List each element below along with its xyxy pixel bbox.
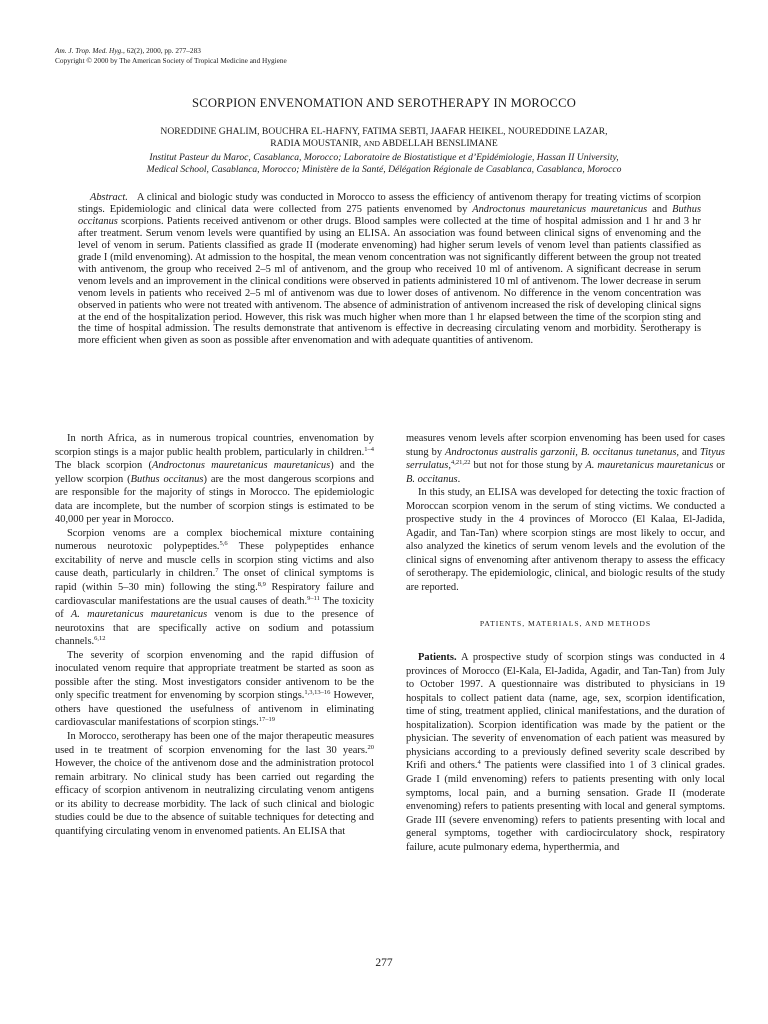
author-line-1: NOREDDINE GHALIM, BOUCHRA EL-HAFNY, FATIMA SEBTI, JAAFAR HEIKEL, NOUREDDINE LAZAR,	[160, 126, 608, 137]
author-list	[80, 126, 688, 150]
reference-superscript: 20	[367, 743, 374, 751]
reference-superscript: 4,21,22	[450, 459, 471, 467]
reference-superscript: 5,6	[219, 540, 228, 548]
paragraph: In this study, an ELISA was developed for detecting the toxic fraction of Moroccan scorpion venom in the serum of sting victims. We conducted a prospective study in the 4 provinces of Morocco (El Kalaa, El-Jadida, Agadir, and Tan-Tan) where scorpion stings are most likely to occur, and also analyzed the kinetics of serum venom levels and the evolution of the clinical signs of envenoming after antivenom therapy to assess the efficacy of serotherapy. The epidemiologic, clinical, and biologic results of the study are reported.	[406, 487, 725, 594]
affiliation-line-1: Institut Pasteur du Maroc, Casablanca, Morocco; Laboratoire de Biostatistique et d’Epidémiologie, Hassan II University,	[149, 152, 619, 163]
run-in-heading: Patients.	[418, 652, 457, 664]
reference-superscript: 6,12	[94, 635, 106, 643]
reference-superscript: 4	[477, 759, 481, 767]
reference-superscript: 8,9	[257, 581, 266, 589]
article-title: SCORPION ENVENOMATION AND SEROTHERAPY IN MOROCCO	[191, 96, 577, 110]
abstract-label: Abstract.	[90, 192, 128, 203]
reference-superscript: 1–4	[364, 445, 374, 453]
body-column-right	[406, 432, 725, 854]
reference-superscript: 1,3,13–16	[304, 689, 331, 697]
affiliations	[80, 152, 688, 176]
copyright-line: Copyright © 2000 by The American Society of Tropical Medicine and Hygiene	[55, 56, 287, 65]
reference-superscript: 9–11	[307, 594, 320, 602]
abstract: Abstract. A clinical and biologic study was conducted in Morocco to assess the efficiency of antivenom therapy for treating victims of scorpion stings. Epidemiologic and clinical data were collected from 275 patients envenomed by Androctonus mauretanicus mauretanicus and Buthus occitanus scorpions. Patients received antivenom or other drugs. Blood samples were collected at the time of hospital admission and 1 hr and 3 hr after treatment. Serum venom levels were quantified by using an ELISA. An association was found between clinical signs of envenoming and the level of venom in serum. Patients classified as grade II (moderate envenoming) had higher serum levels of venom level than patients classified as grade I (mild envenoming). At admission to the hospital, the mean venom concentration was not significantly different between the group not treated with antivenom, the group who received 2–5 ml of antivenom, and the group who received 10 ml of antivenom. A significant decrease in serum venom levels and an improvement in the clinical conditions were observed in patients administered 10 ml of antivenom. The lower decrease in serum venom levels in patients who received 2–5 ml of antivenom was due to lower doses of antivenom. No difference in the venom concentration was observed in patients who were not treated with antivenom. The absence of administration of antivenom increased the risk of developing clinical signs at the end of the hospitalization period. However, this risk was much higher when more than 1 hr elapsed between the time of the scorpion sting and the time of hospital admission. The results demonstrate that antivenom is effective in decreasing circulating venom and morbidity. Serotherapy is more efficient when given as soon as possible after envenomation and with adequate quantities of antivenom.	[78, 192, 701, 347]
paragraph: In Morocco, serotherapy has been one of the major therapeutic measures used in te treatment of scorpion envenoming for the last 30 years.$^{20}$ However, the choice of the antivenom dose and the administration protocol remain arbitrary. No clinical study has been carried out regarding the efficacy of scorpion antivenom in neutralizing circulating venom antigens or its ability to decrease morbidity. The lack of such clinical and biologic studies could be due to the absence of suitable techniques for detecting and quantifying circulating venom in envenomed patients. An ELISA that	[55, 731, 374, 837]
page-number: 277	[375, 957, 393, 969]
journal-name: Am. J. Trop. Med. Hyg.	[55, 46, 124, 55]
running-header	[55, 46, 287, 66]
reference-superscript: 7	[215, 567, 219, 575]
body-column-left	[55, 432, 374, 838]
paragraph: The severity of scorpion envenoming and the rapid diffusion of inoculated venom require that appropriate treatment be started as soon as possible after the sting. Most investigators consider antivenom to be the only specific treatment for envenoming by scorpion stings.$^{1,3,13-16}$ However, others have questioned the usefulness of antivenom in eliminating cardiovascular manifestations of scorpion stings.$^{17-19}$	[55, 649, 374, 729]
affiliation-line-2: Medical School, Casablanca, Morocco; Ministère de la Santé, Délégation Régionale de Casablanca, Casablanca, Morocco	[146, 164, 622, 176]
reference-superscript: 17–19	[258, 716, 276, 724]
paragraph: In north Africa, as in numerous tropical countries, envenomation by scorpion stings is a major public health problem, particularly in children.$^{1-4}$ The black scorpion (Androctonus mauretanicus mauretanicus) and the yellow scorpion (Buthus occitanus) are the most dangerous scorpions and are responsible for the majority of stings in Morocco. The epidemiologic data are incomplete, but the number of scorpion stings is estimated to be 40,000 per year in Morocco.	[55, 433, 374, 526]
author-line-2: RADIA MOUSTANIR, AND ABDELLAH BENSLIMANE	[270, 138, 498, 149]
citation-line	[55, 46, 287, 56]
citation-details: , 62(2), 2000, pp. 277–283	[123, 46, 201, 55]
paragraph: Scorpion venoms are a complex biochemical mixture containing numerous neurotoxic polypeptides.$^{5,6}$ These polypeptides enhance excitability of nerve and muscle cells in scorpion sting victims and also cause death, particularly in children.$^7$ The onset of clinical symptoms is rapid (within 5–30 min) following the sting.$^{8,9}$ Respiratory failure and cardiovascular manifestations are the usual causes of death.$^{9-11}$ The toxicity of A. mauretanicus mauretanicus venom is due to the presence of neurotoxins that are specifically active on sodium and potassium channels.$^{6,12}$	[55, 527, 374, 648]
section-heading: PATIENTS, MATERIALS, AND METHODS	[479, 618, 652, 628]
paragraph: measures venom levels after scorpion envenoming has been used for cases stung by Androctonus australis garzonii, B. occitanus tunetanus, and Tityus serrulatus,$^{4,21,22}$ but not for those stung by A. mauretanicus mauretanicus or B. occitanus.	[406, 433, 725, 485]
paragraph: Patients. A prospective study of scorpion stings was conducted in 4 provinces of Morocco (El-Kala, El-Jadida, Agadir, and Tan-Tan) from July to October 1997. A questionnaire was distributed to physicians in 19 hospitals to collect patient data (name, age, sex, scorpion identification, time of sting, treatment applied, clinical manifestations, and the duration of hospitalization). Scorpion identification was made by the patient or the physician. The severity of envenomation of each patient was measured by physicians according to a previously defined severity scale described by Krifi and others.$^4$ The patients were classified into 1 of 3 clinical grades. Grade I (mild envenoming) refers to patients presenting with only local symptoms, local pain, and a burning sensation. Grade II (moderate envenoming) refers to patients presenting with local and general symptoms. Grade III (severe envenoming) refers to patients presenting with local and general symptoms, together with cardiocirculatory shock, respiratory failure, acute pulmonary edema, hyperthermia, and	[406, 652, 725, 853]
